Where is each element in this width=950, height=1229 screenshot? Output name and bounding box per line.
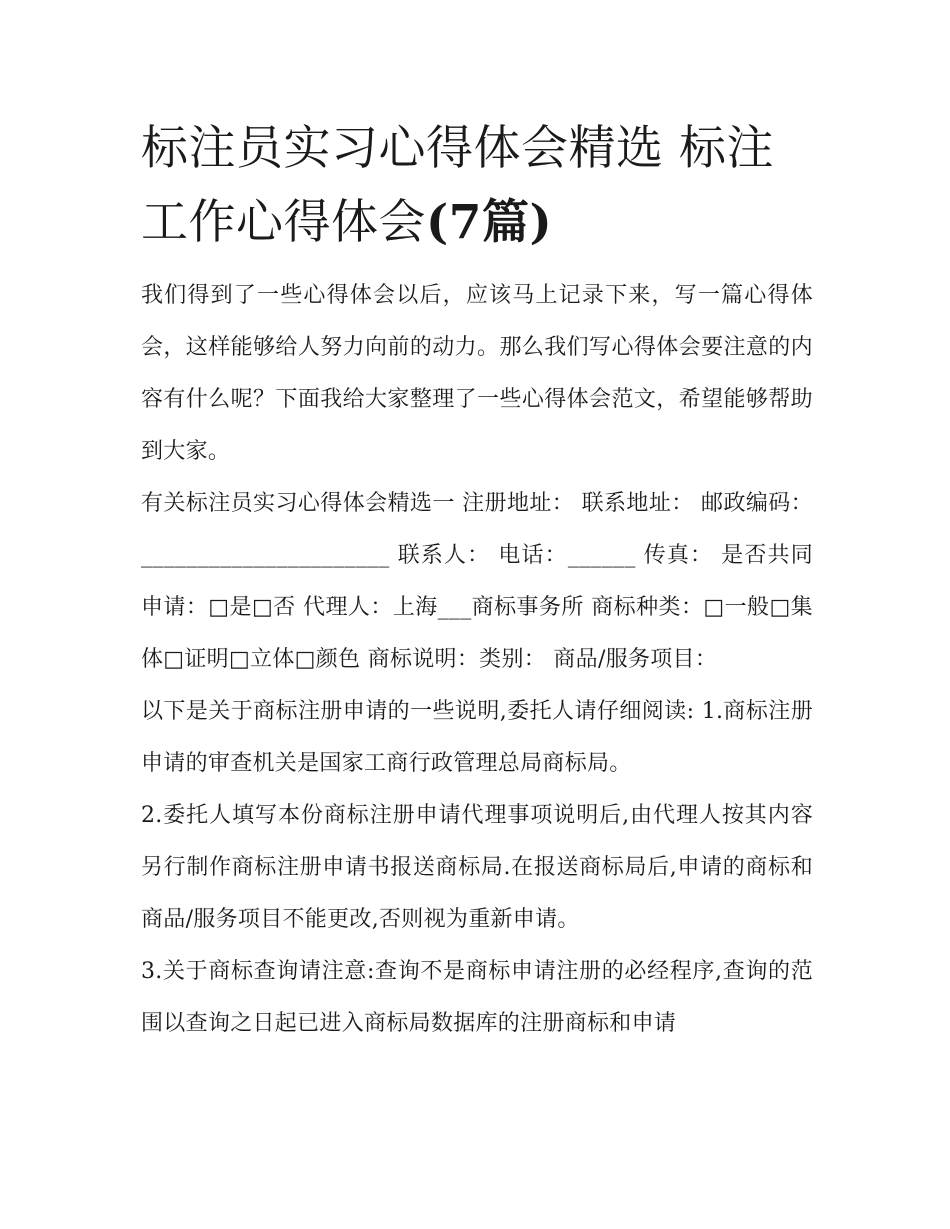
title-count-text: (7篇) bbox=[426, 195, 553, 250]
intro-paragraph: 我们得到了一些心得体会以后，应该马上记录下来，写一篇心得体会，这样能够给人努力向前的动力。那么我们写心得体会要注意的内容有什么呢？下面我给大家整理了一些心得体会范文，希望能够帮助到大家。 bbox=[141, 283, 813, 464]
document-title bbox=[141, 112, 813, 260]
note-2-paragraph: 2.委托人填写本份商标注册申请代理事项说明后,由代理人按其内容另行制作商标注册申请书报送商标局.在报送商标局后,申请的商标和商品/服务项目不能更改,否则视为重新申请。 bbox=[141, 803, 813, 932]
document-page bbox=[141, 112, 813, 1050]
title-main-text: 标注员实习心得体会精选 标注工作心得体会 bbox=[141, 121, 774, 250]
note-3-paragraph: 3.关于商标查询请注意:查询不是商标申请注册的必经程序,查询的范围以查询之日起已进入商标局数据库的注册商标和申请 bbox=[141, 959, 813, 1036]
form-fields-paragraph: 有关标注员实习心得体会精选一 注册地址： 联系地址： 邮政编码：______________________ 联系人： 电话：______ 传真： 是否共同申请：□是□否 代理人：上海___商标事务所 商标种类：□一般□集体□证明□立体□颜色 商标说明：类别： 商品/服务项目： bbox=[141, 491, 813, 672]
note-1-paragraph: 以下是关于商标注册申请的一些说明,委托人请仔细阅读: 1.商标注册申请的审查机关是国家工商行政管理总局商标局。 bbox=[141, 699, 813, 776]
